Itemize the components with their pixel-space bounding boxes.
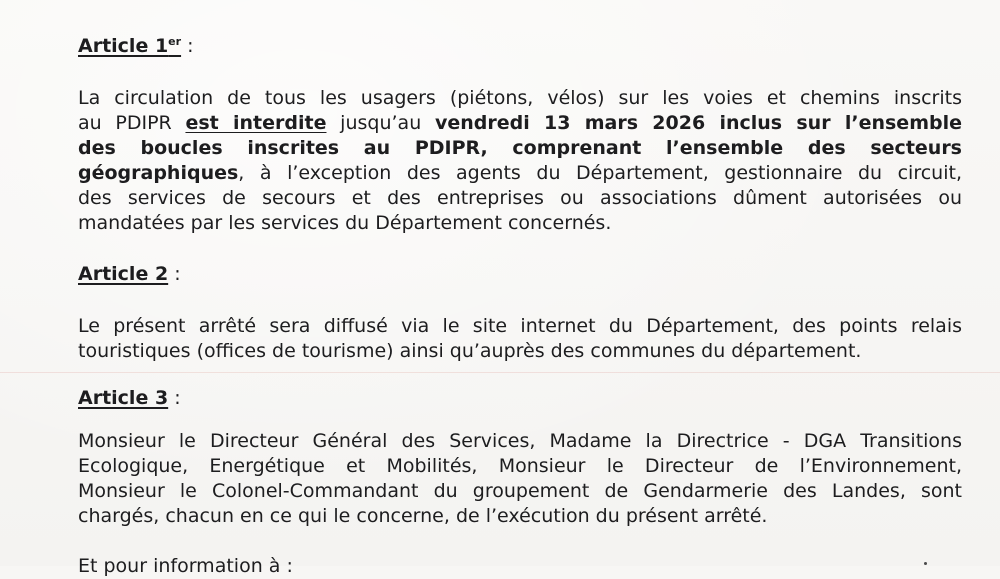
article-2-title: Article 2: [78, 263, 169, 285]
article-1-heading: Article 1er :: [78, 35, 194, 57]
text-segment: La circulation de tous les usagers (piétons, vélos) sur les voies et chemins inscrits: [78, 87, 962, 109]
article-1-line: [78, 86, 962, 111]
article-2-heading: Article 2 :: [78, 263, 181, 285]
text-segment: jusqu’au: [326, 112, 435, 134]
text-segment: , à l’exception des agents du Département, gestionnaire du circuit,: [238, 162, 962, 184]
article-3-heading: Article 3 :: [78, 387, 181, 409]
emphasis-segment: vendredi 13 mars 2026 inclus sur l’ensemble: [434, 112, 962, 134]
article-3-line: Ecologique, Energétique et Mobilités, Monsieur le Directeur de l’Environnement,: [78, 455, 962, 477]
article-3-line: Monsieur le Directeur Général des Services, Madame la Directrice - DGA Transitions: [78, 430, 962, 452]
article-3-line: Monsieur le Colonel-Commandant du groupement de Gendarmerie des Landes, sont: [78, 480, 962, 502]
emphasis-segment: géographiques: [78, 162, 239, 184]
text-segment: au PDIPR: [78, 112, 186, 134]
article-1-line: [78, 136, 962, 161]
article-2-body: [78, 314, 962, 364]
article-1-line: [78, 111, 962, 136]
emphasis-segment: est interdite: [185, 112, 327, 134]
article-1-title: Article 1er: [78, 35, 182, 57]
scan-artifact-line: [0, 372, 1000, 373]
article-3-line: chargés, chacun en ce qui le concerne, de l’exécution du présent arrêté.: [78, 505, 768, 527]
scan-speck: [924, 562, 927, 565]
article-1-line: [78, 186, 962, 211]
article-2-line: touristiques (offices de tourisme) ainsi qu’auprès des communes du département.: [78, 340, 862, 362]
text-segment: des services de secours et des entreprises ou associations dûment autorisées ou: [78, 187, 962, 209]
article-1-line: [78, 161, 962, 186]
article-2-line: Le présent arrêté sera diffusé via le site internet du Département, des points relais: [78, 315, 962, 337]
text-segment: mandatées par les services du Département concernés.: [78, 212, 612, 234]
article-3-body: [78, 429, 962, 529]
article-3-title: Article 3: [78, 387, 169, 409]
article-1-line: [78, 211, 962, 236]
article-1-body: [78, 86, 962, 236]
footer-partial-line: Et pour information à :: [78, 555, 293, 577]
emphasis-segment: des boucles inscrites au PDIPR, comprenant l’ensemble des secteurs: [78, 137, 962, 159]
